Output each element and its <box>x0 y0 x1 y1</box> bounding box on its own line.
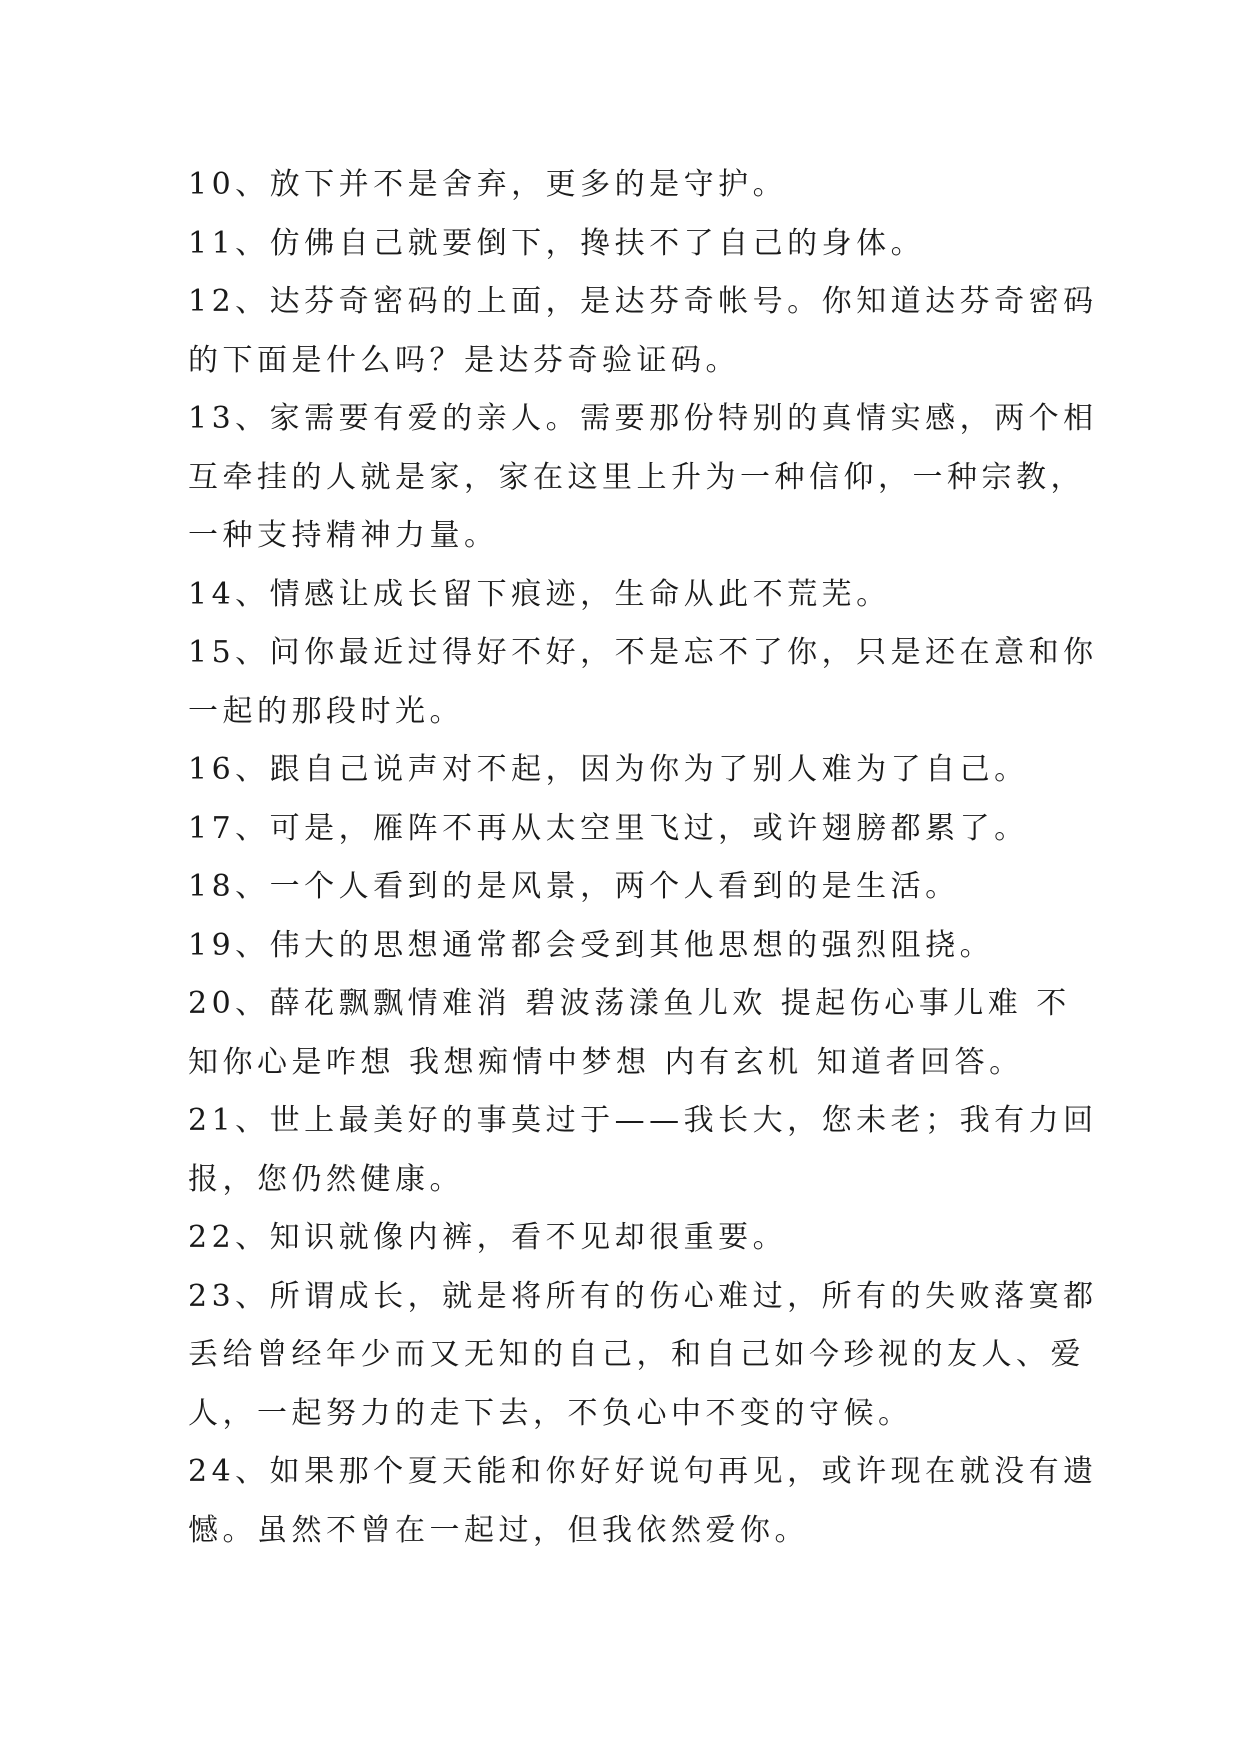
text-line: 19、伟大的思想通常都会受到其他思想的强烈阻挠。 <box>188 927 995 963</box>
text-line: 一起的那段时光。 <box>188 693 464 729</box>
text-line: 互牵挂的人就是家，家在这里上升为一种信仰，一种宗教， <box>188 459 1085 495</box>
text-line: 报，您仍然健康。 <box>188 1161 464 1197</box>
text-line: 的下面是什么吗？是达芬奇验证码。 <box>188 342 740 378</box>
text-line: 憾。虽然不曾在一起过，但我依然爱你。 <box>188 1512 809 1548</box>
text-line: 13、家需要有爱的亲人。需要那份特别的真情实感，两个相 <box>188 401 1098 436</box>
text-line: 22、知识就像内裤，看不见却很重要。 <box>188 1220 788 1255</box>
document-body <box>188 156 1098 1560</box>
text-line: 17、可是，雁阵不再从太空里飞过，或许翅膀都累了。 <box>188 810 1029 846</box>
text-line: 丢给曾经年少而又无知的自己，和自己如今珍视的友人、爱 <box>188 1337 1085 1372</box>
text-line: 24、如果那个夏天能和你好好说句再见，或许现在就没有遗 <box>188 1454 1098 1489</box>
text-line: 21、世上最美好的事莫过于——我长大，您未老；我有力回 <box>188 1103 1098 1138</box>
text-line: 11、仿佛自己就要倒下，搀扶不了自己的身体。 <box>188 225 926 261</box>
text-line: 18、一个人看到的是风景，两个人看到的是生活。 <box>188 869 960 904</box>
text-line: 23、所谓成长，就是将所有的伤心难过，所有的失败落寞都 <box>188 1278 1098 1314</box>
text-line: 15、问你最近过得好不好，不是忘不了你，只是还在意和你 <box>188 635 1098 670</box>
text-line: 20、薛花飘飘情难消 碧波荡漾鱼儿欢 提起伤心事儿难 不 <box>188 986 1071 1021</box>
text-line: 人，一起努力的走下去，不负心中不变的守候。 <box>188 1395 913 1431</box>
text-line: 知你心是咋想 我想痴情中梦想 内有玄机 知道者回答。 <box>188 1044 1024 1080</box>
text-line: 14、情感让成长留下痕迹，生命从此不荒芜。 <box>188 576 891 612</box>
text-line: 一种支持精神力量。 <box>188 518 499 553</box>
text-line: 10、放下并不是舍弃，更多的是守护。 <box>188 167 788 202</box>
text-line: 16、跟自己说声对不起，因为你为了别人难为了自己。 <box>188 752 1029 787</box>
text-line: 12、达芬奇密码的上面，是达芬奇帐号。你知道达芬奇密码 <box>188 284 1098 319</box>
